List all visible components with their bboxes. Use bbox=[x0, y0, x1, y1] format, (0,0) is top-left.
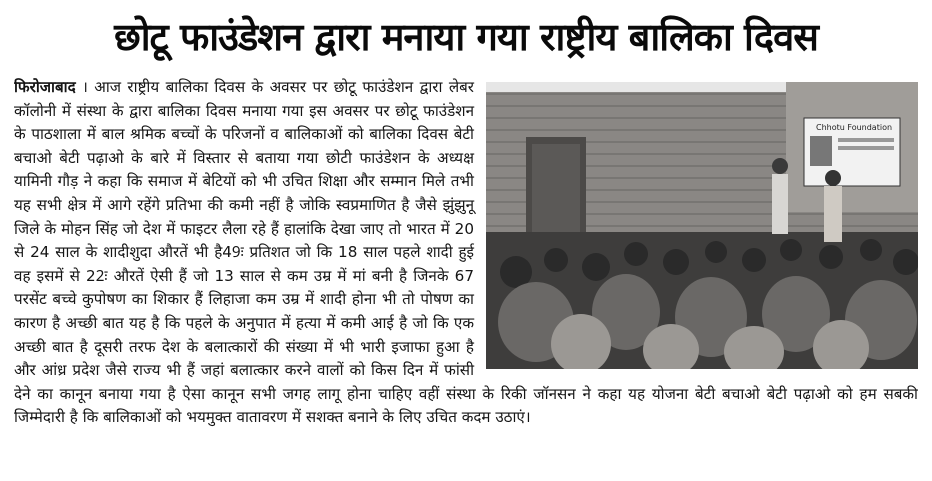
article-body bbox=[14, 76, 918, 478]
article-text: आज राष्ट्रीय बालिका दिवस के अवसर पर छोटू फाउंडेशन द्वारा लेबर कॉलोनी में संस्था के द्वारा बालिका दिवस मनाया गया इस अवसर पर छोटू फाउंडेशन के पाठशाला में बाल श्रमिक बच्चों के परिजनों व बालिकाओं को बालिका दिवस बेटी बचाओ बेटी पढ़ाओ के बारे में विस्तार से बताया गया छोटी फाउंडेशन के अध्यक्ष यामिनी गौड़ ने कहा कि समाज में बेटियों को भी उचित शिक्षा और सम्मान मिले तभी यह सभी क्षेत्र में आगे रहेंगे प्रतिभा की कमी नहीं है जोकि स्वप्रमाणित है जैसे झुंझुनू जिले के मोहन सिंह जो देश में फाइटर लैला रहे हैं हालांकि देखा जाए तो भारत में 20 से 24 साल के शादीशुदा औरतें भी है49ः प्रतिशत जो कि 18 साल पहले शादी हुई वह इसमें से 22ः औरतें ऐसी हैं जो 13 साल से कम उम्र में मां बनी है जिनके 67 परसेंट बच्चे कुपोषण का शिकार हैं लिहाजा कम उम्र में शादी होना भी तो पोषण का कारण है अच्छी बात यह है कि पहले के अनुपात में हत्या में कमी आई है जो कि एक अच्छी बात है दूसरी तरफ देश के बलात्कारों की संख्या में भी भारी इजाफा हुआ है और आंध्र प्रदेश जैसे राज्य भी हैं जहां बलात्कार करने वालों को किस दिन में फांसी देने का कानून बनाया गया है ऐसा कानून सभी जगह लागू होना चाहिए वहीं संस्था के रिकी जॉनसन ने कहा यह योजना बेटी बचाओ बेटी पढ़ाओ को हम सबकी जिम्मेदारी है कि बालिकाओं को भयमुक्त वातावरण में सशक्त बनाने के लिए उचित कदम उठाएं। bbox=[14, 78, 918, 427]
photo-scene bbox=[486, 82, 918, 369]
dateline-separator: । bbox=[75, 78, 95, 96]
headline: छोटू फाउंडेशन द्वारा मनाया गया राष्ट्रीय बालिका दिवस bbox=[114, 15, 818, 59]
news-photo bbox=[486, 82, 918, 369]
dateline: फिरोजाबाद bbox=[14, 78, 76, 96]
banner-text: Chhotu Foundation bbox=[816, 123, 893, 132]
